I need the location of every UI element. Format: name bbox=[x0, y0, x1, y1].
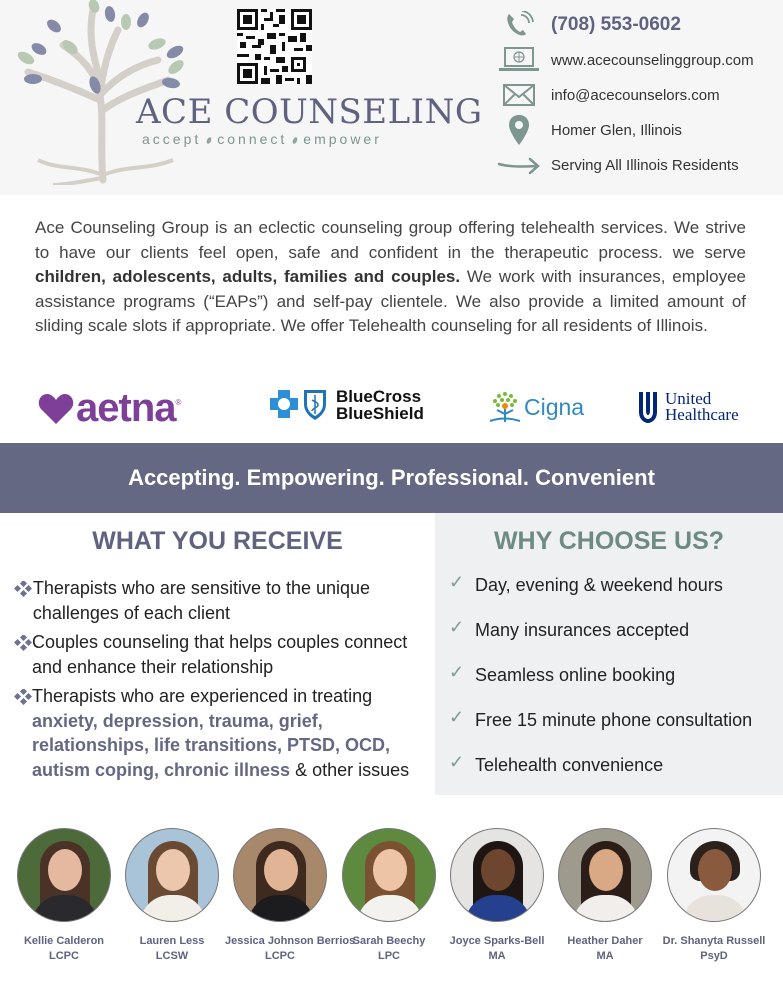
tagline-word: connect bbox=[217, 131, 288, 147]
heart-icon bbox=[38, 393, 74, 425]
checkmark-icon: ✓ bbox=[449, 617, 465, 637]
list-item bbox=[449, 662, 676, 686]
member-credential: LPC bbox=[378, 950, 400, 962]
member-name: Heather Daher bbox=[567, 935, 643, 947]
member-name: Dr. Shanyta Russell bbox=[662, 935, 766, 947]
avatar bbox=[450, 828, 544, 922]
slogan-text: Accepting. Empowering. Professional. Convenient bbox=[128, 465, 655, 490]
checkmark-icon: ✓ bbox=[449, 662, 465, 682]
tagline-word: empower bbox=[303, 131, 382, 147]
header bbox=[0, 0, 783, 195]
member-credential: LCPC bbox=[265, 950, 295, 962]
list-item bbox=[14, 576, 424, 625]
bcbs-line1: BlueCross bbox=[336, 387, 422, 406]
contact-location bbox=[497, 115, 777, 145]
checkmark-icon: ✓ bbox=[449, 752, 465, 772]
list-item bbox=[449, 707, 753, 731]
member-name: Kellie Calderon bbox=[23, 935, 105, 947]
uhc-logo bbox=[637, 390, 739, 424]
list-item bbox=[14, 684, 424, 782]
team-member bbox=[334, 828, 444, 962]
bcbs-line2: BlueShield bbox=[336, 404, 424, 423]
intro-paragraph bbox=[35, 216, 746, 339]
arrow-right-icon bbox=[497, 156, 541, 174]
intro-text: We work with insurances, employee assistance programs (“EAPs”) and self-pay clientele. We also provide a limited amount of sliding scale slots if appropriate. We offer Telehealth counseling for all residents of Illinois. bbox=[35, 267, 746, 335]
tagline-word: accept bbox=[142, 131, 202, 147]
bcbs-cross-shield-icon bbox=[268, 388, 330, 422]
insurer-logos bbox=[0, 378, 783, 440]
brand-name: ACE COUNSELING bbox=[136, 92, 483, 132]
location-text: Homer Glen, Illinois bbox=[551, 121, 682, 139]
website-link[interactable]: www.acecounselinggroup.com bbox=[551, 51, 754, 69]
list-item-text: Seamless online booking bbox=[475, 665, 676, 685]
cigna-logo bbox=[488, 390, 584, 424]
member-name: Lauren Less bbox=[139, 935, 205, 947]
text-after: & other issues bbox=[290, 759, 410, 780]
intro-text: Ace Counseling Group is an eclectic counseling group offering telehealth services. We strive to have our clients feel open, safe and confident in the therapeutic process. we serve bbox=[35, 218, 746, 262]
avatar bbox=[558, 828, 652, 922]
diamond-bullet-icon bbox=[14, 684, 32, 782]
team-member bbox=[550, 828, 660, 962]
checkmark-icon: ✓ bbox=[449, 572, 465, 592]
registered-mark: ® bbox=[175, 398, 182, 407]
avatar bbox=[667, 828, 761, 922]
team-section bbox=[0, 828, 783, 1000]
intro-bold-text: children, adolescents, adults, families and couples. bbox=[35, 267, 461, 286]
member-credential: PsyD bbox=[700, 950, 728, 962]
brand-tagline bbox=[142, 131, 382, 147]
team-member bbox=[659, 828, 769, 962]
avatar bbox=[233, 828, 327, 922]
uhc-u-icon bbox=[637, 390, 659, 424]
list-item-text: Day, evening & weekend hours bbox=[475, 575, 723, 595]
avatar bbox=[17, 828, 111, 922]
member-credential: LCSW bbox=[155, 950, 189, 962]
member-name: Joyce Sparks-Bell bbox=[449, 935, 545, 947]
contact-phone[interactable] bbox=[497, 10, 777, 40]
text-before: Therapists who are experienced in treating bbox=[32, 686, 373, 706]
list-item bbox=[449, 572, 723, 596]
list-item-text: Therapists who are sensitive to the unique challenges of each client bbox=[32, 578, 371, 623]
member-credential: MA bbox=[596, 950, 614, 962]
phone-number[interactable]: (708) 553-0602 bbox=[551, 14, 681, 35]
qr-code[interactable] bbox=[237, 9, 312, 84]
member-credential: MA bbox=[488, 950, 506, 962]
avatar bbox=[125, 828, 219, 922]
uhc-line1: United bbox=[665, 389, 712, 408]
cigna-wordmark: Cigna bbox=[524, 393, 585, 420]
contact-email[interactable] bbox=[497, 80, 777, 110]
list-item bbox=[449, 617, 690, 641]
service-area-text: Serving All Illinois Residents bbox=[551, 156, 739, 174]
leaf-icon bbox=[206, 136, 213, 144]
contact-website[interactable] bbox=[497, 45, 777, 75]
contact-service-area bbox=[497, 150, 777, 180]
list-item-text: Couples counseling that helps couples connect and enhance their relationship bbox=[32, 632, 408, 677]
team-member bbox=[442, 828, 552, 962]
section-title: WHY CHOOSE US? bbox=[493, 527, 725, 555]
diamond-bullet-icon bbox=[14, 576, 33, 625]
member-name: Jessica Johnson Berrios bbox=[225, 935, 356, 947]
laptop-globe-icon bbox=[497, 47, 541, 73]
list-item-text bbox=[32, 684, 424, 782]
list-item bbox=[449, 752, 664, 776]
checkmark-icon: ✓ bbox=[449, 707, 465, 727]
why-choose-us-section bbox=[435, 513, 783, 795]
team-member bbox=[117, 828, 227, 962]
aetna-logo bbox=[38, 386, 181, 431]
list-item bbox=[14, 630, 424, 679]
map-pin-icon bbox=[497, 115, 541, 145]
member-name: Sarah Beechy bbox=[352, 935, 426, 947]
slogan-band bbox=[0, 443, 783, 513]
diamond-bullet-icon bbox=[14, 630, 32, 679]
leaf-icon bbox=[292, 136, 299, 144]
list-item-text: Telehealth convenience bbox=[475, 755, 664, 775]
list-item-text: Free 15 minute phone consultation bbox=[475, 710, 753, 730]
conditions-highlight: anxiety, depression, trauma, grief, relationships, life transitions, PTSD, OCD, autism coping, chronic illness bbox=[32, 710, 391, 780]
aetna-wordmark: aetna bbox=[76, 386, 176, 430]
member-credential: LCPC bbox=[49, 950, 79, 962]
envelope-icon bbox=[497, 84, 541, 106]
avatar bbox=[342, 828, 436, 922]
list-item-text: Many insurances accepted bbox=[475, 620, 690, 640]
section-title: WHAT YOU RECEIVE bbox=[92, 527, 343, 555]
team-member bbox=[9, 828, 119, 962]
bcbs-logo bbox=[268, 388, 424, 422]
phone-icon bbox=[497, 11, 541, 39]
team-member bbox=[225, 828, 356, 962]
email-link[interactable]: info@acecounselors.com bbox=[551, 86, 720, 104]
what-you-receive-section bbox=[0, 513, 435, 795]
cigna-tree-icon bbox=[488, 390, 522, 424]
uhc-line2: Healthcare bbox=[665, 405, 739, 424]
